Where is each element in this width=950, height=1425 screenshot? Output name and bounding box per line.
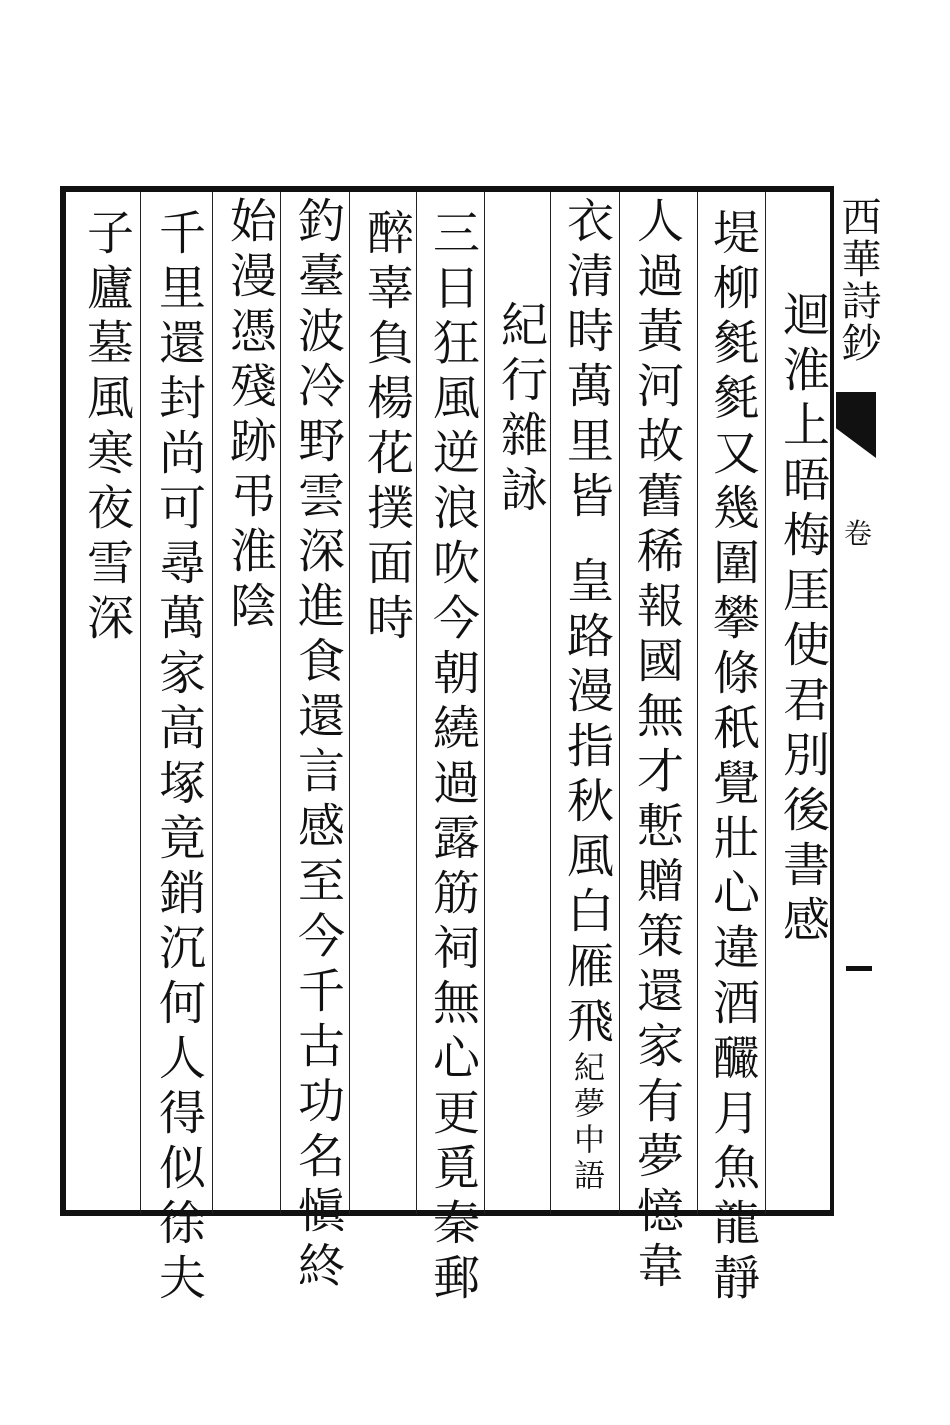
text-column: 醉辜負楊花撲面時 [359, 208, 414, 648]
column-rule [765, 192, 766, 1214]
text-column: 千里還封尚可尋萬家高塚竟銷沉何人得似徐夫 [151, 208, 206, 1308]
text-column: 衣清時萬里皆皇路漫指秋風白雁飛紀夢中語 [559, 196, 614, 1195]
text-column: 釣臺波冷野雲深進食還言感至今千古功名愼終 [290, 196, 345, 1296]
volume-marker: 卷 [844, 517, 873, 550]
column-rule [550, 192, 551, 1214]
annotation-note: 紀夢中語 [568, 1051, 604, 1195]
folio-number [846, 966, 872, 971]
column-rule [212, 192, 213, 1214]
column-rule [484, 192, 485, 1214]
text-column: 三日狂風逆浪吹今朝繞過露筋祠無心更覓秦郵 [425, 208, 480, 1308]
poem-title: 迴淮上晤梅厓使君別後書感 [775, 290, 830, 950]
column-rule [619, 192, 620, 1214]
text-column: 人過黃河故舊稀報國無才慙贈策還家有夢憶韋 [629, 196, 684, 1296]
text-column: 堤柳毿毿又幾圍攀條秖覺壯心違酒釅月魚龍靜 [705, 208, 760, 1308]
column-rule [416, 192, 417, 1214]
text-column: 子廬墓風寒夜雪深 [79, 208, 134, 648]
column-rule [697, 192, 698, 1214]
text-column: 始漫憑殘跡弔淮陰 [222, 196, 277, 636]
column-rule [140, 192, 141, 1214]
section-title: 紀行雜詠 [493, 300, 548, 520]
column-rule [349, 192, 350, 1214]
column-rule [280, 192, 281, 1214]
book-title: 西華詩鈔 [835, 196, 881, 364]
